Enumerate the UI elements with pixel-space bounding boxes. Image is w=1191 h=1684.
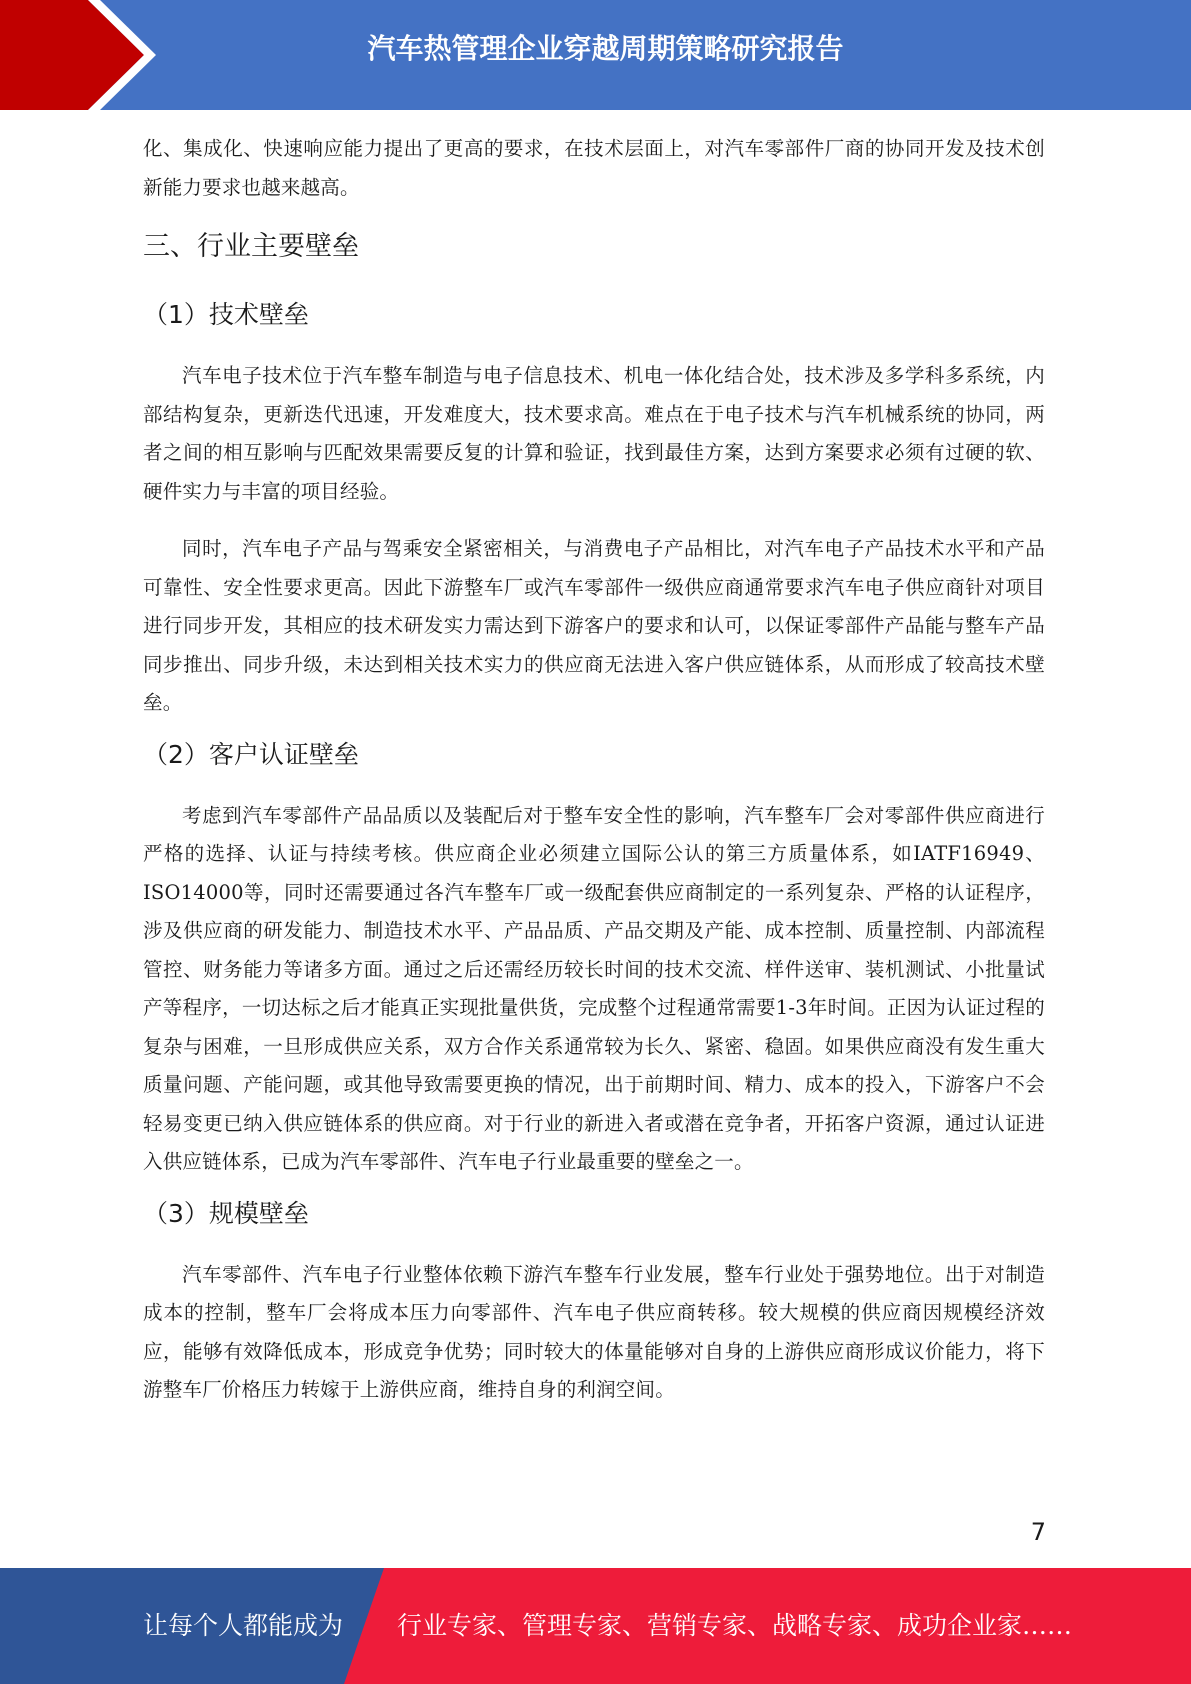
footer-slogan-right: 行业专家、管理专家、营销专家、战略专家、成功企业家…… bbox=[397, 1611, 1073, 1640]
paragraph-technical-1: 汽车电子技术位于汽车整车制造与电子信息技术、机电一体化结合处，技术涉及多学科多系统，内部结构复杂，更新迭代迅速，开发难度大，技术要求高。难点在于电子技术与汽车机械系统的协同，两者之间的相互影响与匹配效果需要反复的计算和验证，找到最佳方案，达到方案要求必须有过硬的软、硬件实力与丰富的项目经验。 bbox=[143, 364, 1045, 503]
subsection-heading-customer: （2）客户认证壁垒 bbox=[143, 739, 359, 769]
header-title: 汽车热管理企业穿越周期策略研究报告 bbox=[367, 32, 844, 65]
page-content bbox=[143, 130, 1045, 1410]
intro-paragraph: 化、集成化、快速响应能力提出了更高的要求，在技术层面上，对汽车零部件厂商的协同开发及技术创新能力要求也越来越高。 bbox=[143, 137, 1045, 199]
section-heading: 三、行业主要壁垒 bbox=[143, 231, 359, 262]
footer-slogan-left: 让每个人都能成为 bbox=[143, 1611, 344, 1640]
subsection-heading-scale: （3）规模壁垒 bbox=[143, 1198, 309, 1228]
paragraph-scale-1: 汽车零部件、汽车电子行业整体依赖下游汽车整车行业发展，整车行业处于强势地位。出于对制造成本的控制，整车厂会将成本压力向零部件、汽车电子供应商转移。较大规模的供应商因规模经济效应，能够有效降低成本，形成竞争优势；同时较大的体量能够对自身的上游供应商形成议价能力，将下游整车厂价格压力转嫁于上游供应商，维持自身的利润空间。 bbox=[143, 1262, 1045, 1401]
page-footer bbox=[0, 1568, 1191, 1684]
paragraph-technical-2: 同时，汽车电子产品与驾乘安全紧密相关，与消费电子产品相比，对汽车电子产品技术水平和产品可靠性、安全性要求更高。因此下游整车厂或汽车零部件一级供应商通常要求汽车电子供应商针对项目进行同步开发，其相应的技术研发实力需达到下游客户的要求和认可，以保证零部件产品能与整车产品同步推出、同步升级，未达到相关技术实力的供应商无法进入客户供应链体系，从而形成了较高技术壁垒。 bbox=[143, 537, 1045, 714]
page-header bbox=[0, 0, 1191, 110]
subsection-heading-technical: （1）技术壁垒 bbox=[143, 300, 309, 329]
paragraph-customer-1: 考虑到汽车零部件产品品质以及装配后对于整车安全性的影响，汽车整车厂会对零部件供应商进行严格的选择、认证与持续考核。供应商企业必须建立国际公认的第三方质量体系，如IATF16949、ISO14000等，同时还需要通过各汽车整车厂或一级配套供应商制定的一系列复杂、严格的认证程序，涉及供应商的研发能力、制造技术水平、产品品质、产品交期及产能、成本控制、质量控制、内部流程管控、财务能力等诸多方面。通过之后还需经历较长时间的技术交流、样件送审、装机测试、小批量试产等程序，一切达标之后才能真正实现批量供货，完成整个过程通常需要1-3年时间。正因为认证过程的复杂与困难，一旦形成供应关系，双方合作关系通常较为长久、紧密、稳固。如果供应商没有发生重大质量问题、产能问题，或其他导致需要更换的情况，出于前期时间、精力、成本的投入，下游客户不会轻易变更已纳入供应链体系的供应商。对于行业的新进入者或潜在竞争者，开拓客户资源，通过认证进入供应链体系，已成为汽车零部件、汽车电子行业最重要的壁垒之一。 bbox=[143, 803, 1045, 1173]
page-number: 7 bbox=[1030, 1518, 1046, 1546]
